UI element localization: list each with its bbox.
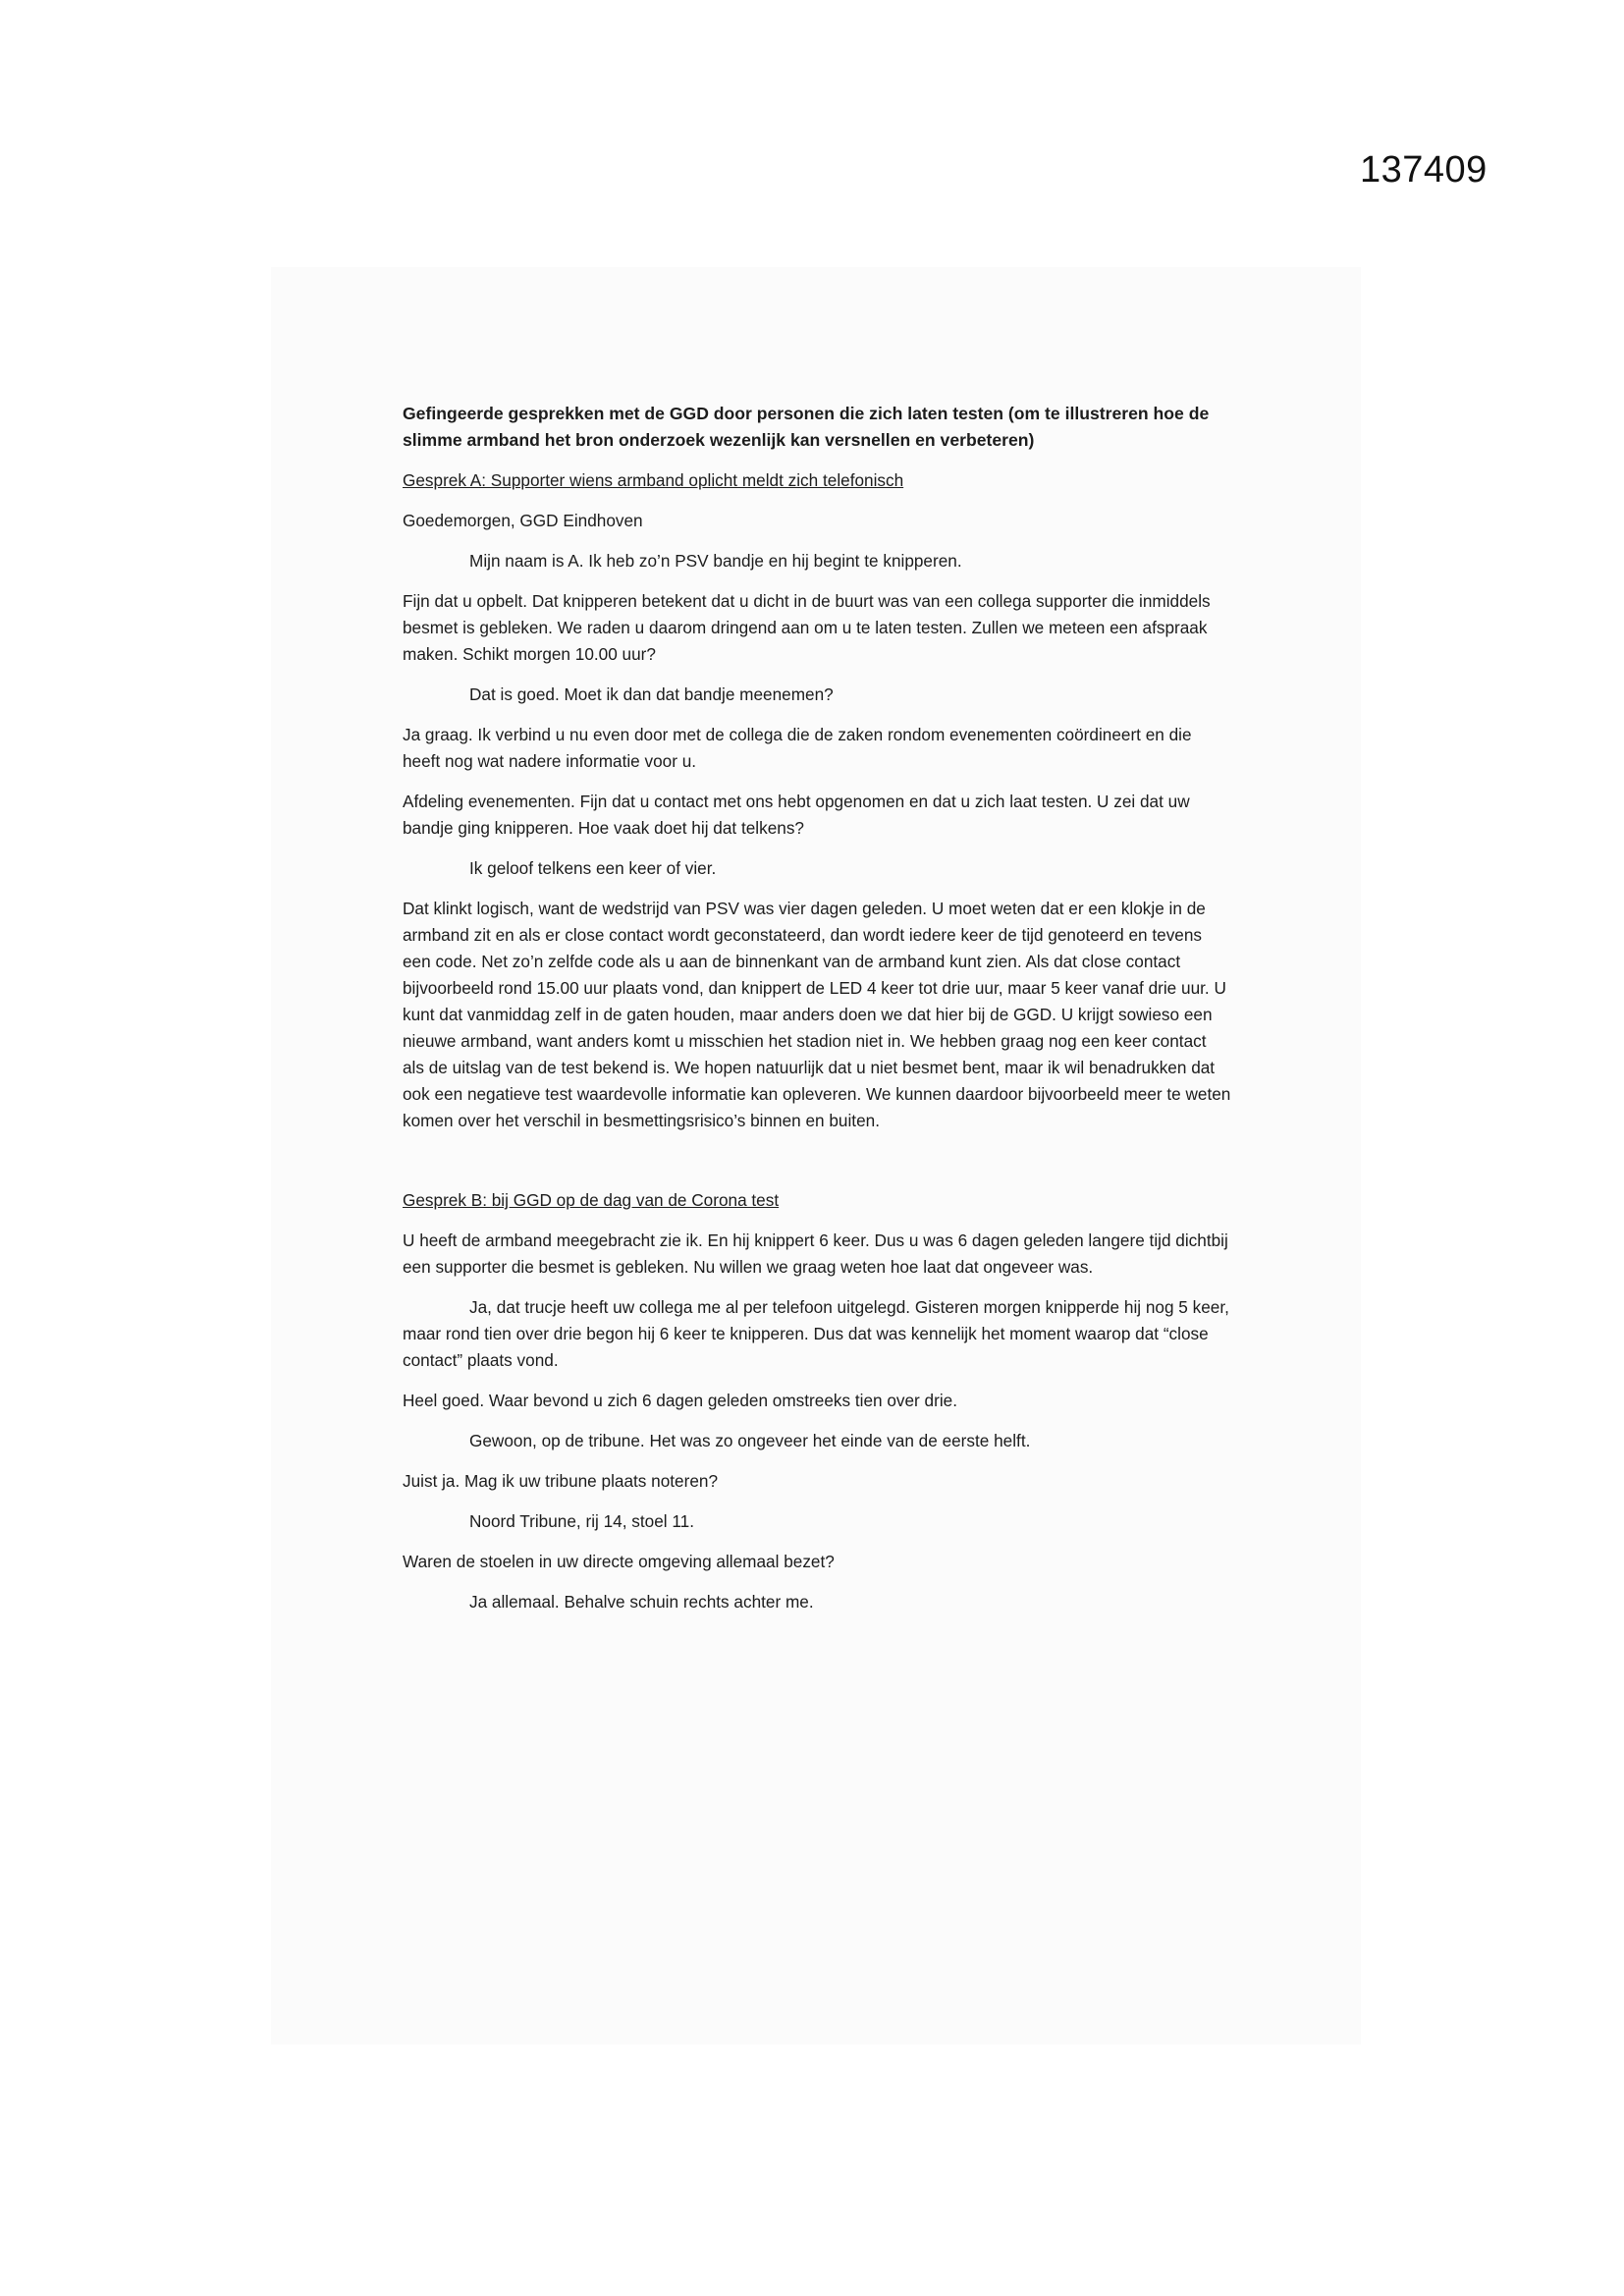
dialogue-caller-line: Mijn naam is A. Ik heb zo’n PSV bandje en hij begint te knipperen. [469, 551, 962, 571]
dialogue-visitor-line: Ja allemaal. Behalve schuin rechts achter me. [469, 1592, 814, 1612]
dialogue-caller-line: Dat is goed. Moet ik dan dat bandje meenemen? [469, 684, 834, 704]
dialogue-ggd-line: Dat klinkt logisch, want de wedstrijd van PSV was vier dagen geleden. U moet weten dat er een klokje in de armband zit en als er close contact wordt geconstateerd, dan wordt iedere keer de tijd genoteerd en tevens een code. Net zo’n zelfde code als u aan de binnenkant van de armband kunt zien. Als dat close contact bijvoorbeeld rond 15.00 uur plaats vond, dan knippert de LED 4 keer tot drie uur, maar 5 keer vanaf drie uur. U kunt dat vanmiddag zelf in de gaten houden, maar anders doen we dat hier bij de GGD. U krijgt sowieso een nieuwe armband, want anders komt u misschien het stadion niet in. We hebben graag nog een keer contact als de uitslag van de test bekend is. We hopen natuurlijk dat u niet besmet bent, maar ik wil benadrukken dat ook een negatieve test waardevolle informatie kan opleveren. We kunnen daardoor bijvoorbeeld meer te weten komen over het verschil in besmettingsrisico’s binnen en buiten. [403, 899, 1231, 1130]
dialogue-caller-line: Ik geloof telkens een keer of vier. [469, 858, 717, 878]
dialogue-visitor-line: Gewoon, op de tribune. Het was zo ongeveer het einde van de eerste helft. [469, 1431, 1031, 1450]
dialogue-ggd-line: Juist ja. Mag ik uw tribune plaats noteren? [403, 1471, 719, 1491]
dialogue-ggd-line: Goedemorgen, GGD Eindhoven [403, 511, 643, 530]
dialogue-ggd-line: Ja graag. Ik verbind u nu even door met de collega die de zaken rondom evenementen coördineert en die heeft nog wat nadere informatie voor u. [403, 725, 1192, 771]
dialogue-ggd-line: Afdeling evenementen. Fijn dat u contact met ons hebt opgenomen en dat u zich laat testen. U zei dat uw bandje ging knipperen. Hoe vaak doet hij dat telkens? [403, 792, 1190, 838]
section-spacer [403, 1148, 1232, 1187]
dialogue-visitor-line: Noord Tribune, rij 14, stoel 11. [469, 1511, 694, 1531]
dialogue-ggd-line: Heel goed. Waar bevond u zich 6 dagen geleden omstreeks tien over drie. [403, 1391, 957, 1410]
dialogue-ggd-line: U heeft de armband meegebracht zie ik. En hij knippert 6 keer. Dus u was 6 dagen geleden langere tijd dichtbij een supporter die besmet is gebleken. Nu willen we graag weten hoe laat dat ongeveer was. [403, 1230, 1228, 1277]
dialogue-visitor-line: Ja, dat trucje heeft uw collega me al per telefoon uitgelegd. Gisteren morgen knipperde hij nog 5 keer, maar rond tien over drie begon hij 6 keer te knipperen. Dus dat was kennelijk het moment waarop dat “close contact” plaats vond. [403, 1297, 1229, 1370]
dialogue-ggd-line: Waren de stoelen in uw directe omgeving allemaal bezet? [403, 1552, 835, 1571]
conversation-b-heading: Gesprek B: bij GGD op de dag van de Corona test [403, 1190, 780, 1210]
document-number: 137409 [1360, 149, 1488, 191]
conversation-a-heading: Gesprek A: Supporter wiens armband oplicht meldt zich telefonisch [403, 470, 904, 490]
document-title: Gefingeerde gesprekken met de GGD door personen die zich laten testen (om te illustreren hoe de slimme armband het bron onderzoek wezenlijk kan versnellen en verbeteren) [403, 404, 1210, 450]
dialogue-ggd-line: Fijn dat u opbelt. Dat knipperen betekent dat u dicht in de buurt was van een collega supporter die inmiddels besmet is gebleken. We raden u daarom dringend aan om u te laten testen. Zullen we meteen een afspraak maken. Schikt morgen 10.00 uur? [403, 591, 1211, 664]
document-body [403, 401, 1232, 1629]
